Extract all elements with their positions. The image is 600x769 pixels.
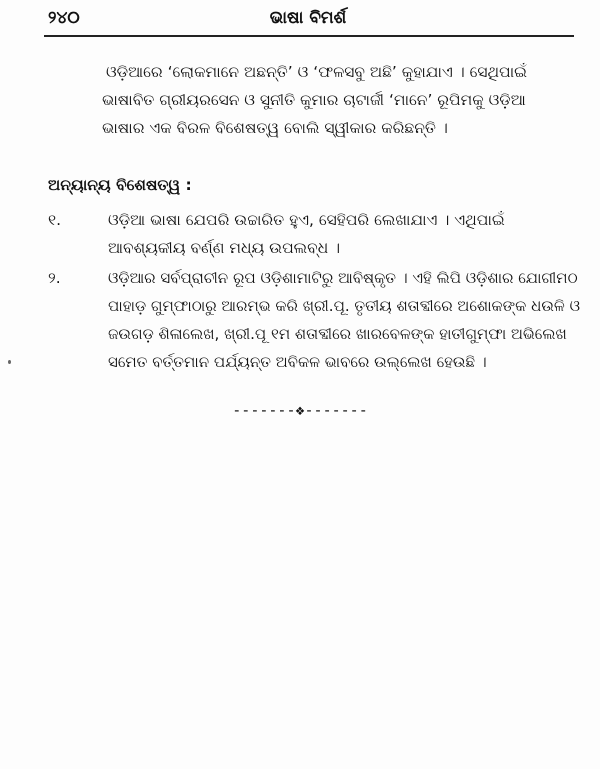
list-item-line: ଓଡ଼ିଆର ସର୍ବପ୍ରାଚୀନ ରୂପ ଓଡ଼ିଶାମାଟିରୁ ଆବିଷ୍କୃତ । ଏହି ଲିପି ଓଡ଼ିଶାର ଯୋଗୀମଠ [108, 269, 578, 287]
scan-speck [8, 360, 11, 364]
section-subheading: ଅନ୍ୟାନ୍ୟ ବିଶେଷତ୍ୱ : [48, 176, 192, 194]
list-item-number: ୨. [48, 269, 61, 287]
list-item-line: ସମେତ ବର୍ତ୍ତମାନ ପର୍ଯ୍ୟନ୍ତ ଅବିକଳ ଭାବରେ ଉଲ୍ଲେଖ ହେଉଛି । [108, 353, 487, 371]
list-item-number: ୧. [48, 211, 62, 229]
list-item-line: ଜଉଗଡ଼ ଶିଳାଲେଖ, ଖ୍ରୀ.ପୂ ୧ମ ଶତାବ୍ଦୀରେ ଖାରବେଳଙ୍କ ହାତୀଗୁମ୍ଫା ଅଭିଲେଖ [108, 325, 567, 343]
running-title: ଭାଷା ବିମର୍ଶ [269, 8, 347, 28]
paragraph-1-line: ଓଡ଼ିଆରେ ‘ଲୋକମାନେ ଅଛନ୍ତି’ ଓ ‘ଫଳସବୁ ଅଛି’ କୁହାଯାଏ । ସେଥିପାଇଁ [106, 63, 528, 81]
list-item-line: ଆବଶ୍ୟକୀୟ ବର୍ଣ୍ଣ ମଧ୍ୟ ଉପଲବ୍ଧ । [108, 239, 341, 257]
list-item-text [108, 264, 593, 376]
page-number: ୨୪୦ [48, 8, 80, 28]
paragraph-1-line: ଭାଷାର ଏକ ବିରଳ ବିଶେଷତ୍ୱ ବୋଲି ସ୍ୱୀକାର କରିଛନ୍ତି । [102, 119, 448, 137]
list-item-line: ପାହାଡ଼ ଗୁମ୍ଫାଠାରୁ ଆରମ୍ଭ କରି ଖ୍ରୀ.ପୂ. ତୃତୀୟ ଶତାବ୍ଦୀରେ ଅଶୋକଙ୍କ ଧଉଳି ଓ [108, 297, 580, 315]
paragraph-1-line: ଭାଷାବିତ ଗ୍ରୀୟରସେନ ଓ ସୁନୀତି କୁମାର ଚାଟାର୍ଜୀ ‘ମାନେ’ ରୂପିମକୁ ଓଡ଼ିଆ [102, 91, 526, 109]
paragraph-1 [102, 58, 528, 142]
list-item-line: ଓଡ଼ିଆ ଭାଷା ଯେପରି ଉଚ୍ଚାରିତ ହୁଏ, ସେହିପରି ଲେଖାଯାଏ । ଏଥିପାଇଁ [108, 211, 505, 229]
header-rule [44, 35, 574, 37]
list-item-text [108, 206, 505, 262]
section-divider: -------❖------- [232, 401, 368, 419]
page-header [48, 8, 568, 34]
